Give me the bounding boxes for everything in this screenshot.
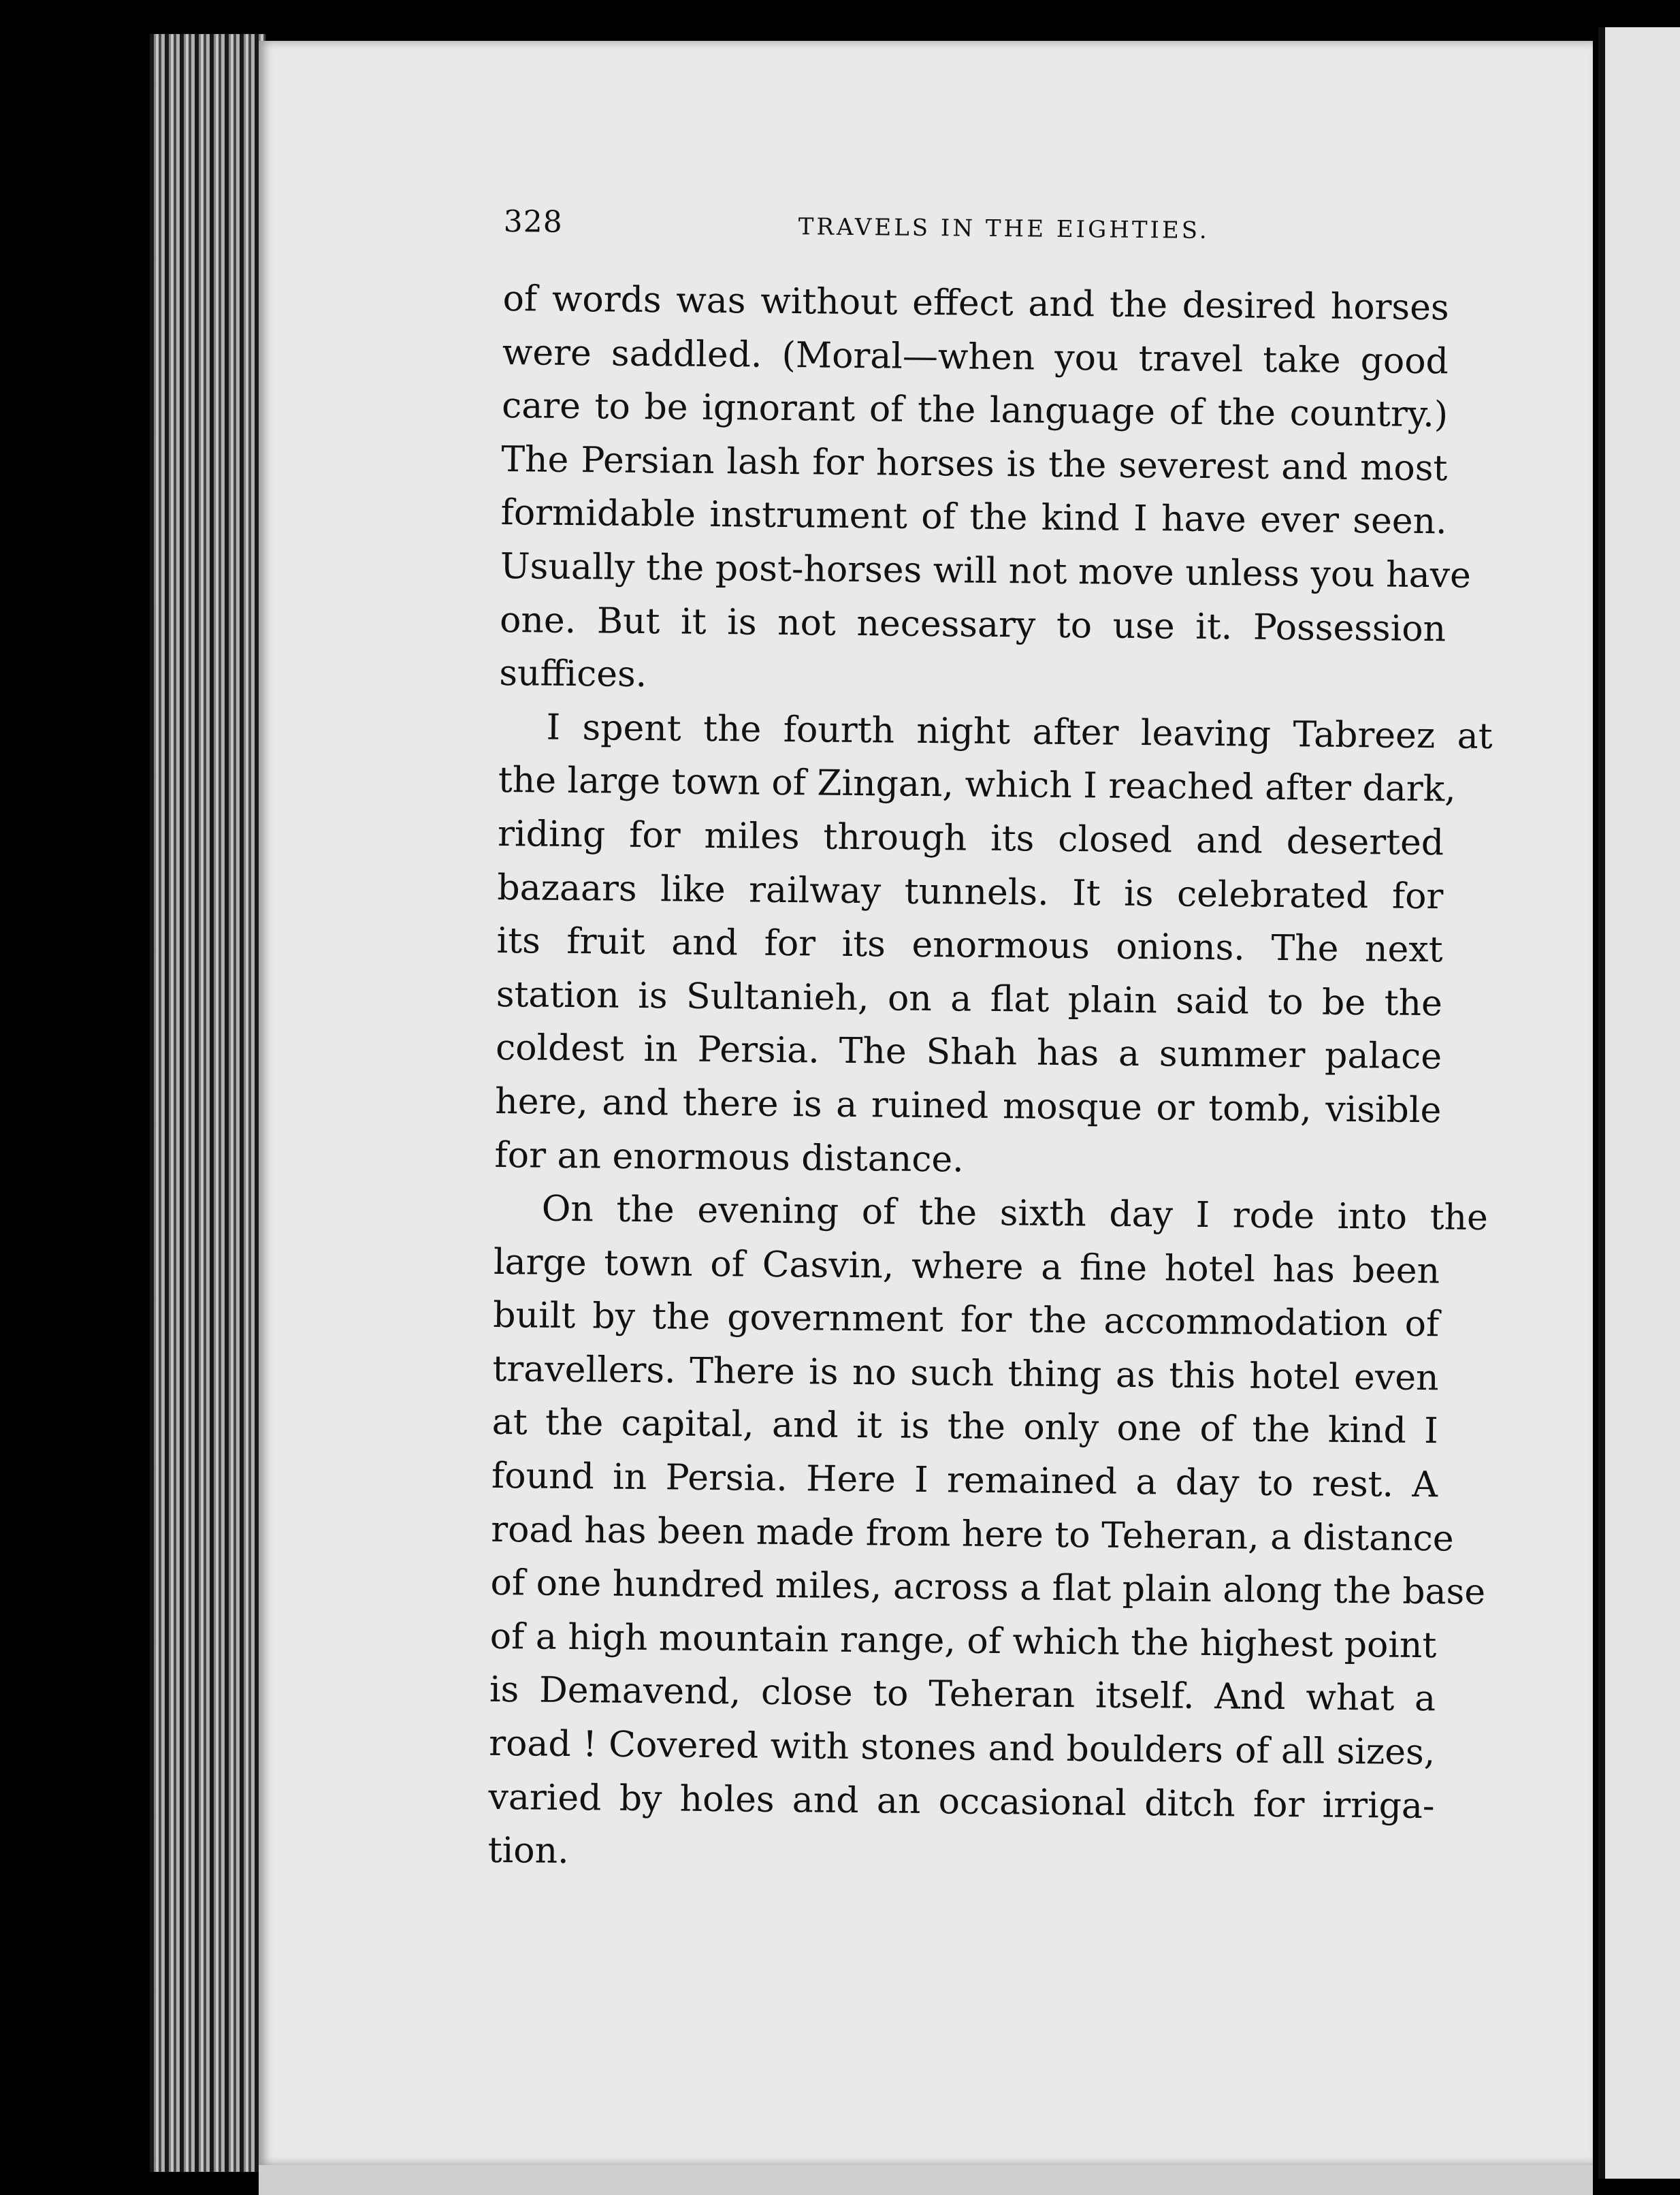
text-line: for an enormous distance. [494,1134,964,1181]
text-line: road has been made from here to Teheran, a distance [491,1509,1454,1560]
text-line: riding for miles through its closed and deserted [497,813,1444,864]
text-line: large town of Casvin, where a fine hotel has been [493,1241,1440,1292]
text-line: suffices. [499,653,647,696]
text-line: one. But it is not necessary to use it. Possession [499,599,1447,650]
page-bottom-edge [259,2165,1593,2195]
text-line: were saddled. (Moral—when you travel take good [502,332,1449,382]
book-page-edges [150,34,265,2172]
text-line: varied by holes and an occasional ditch for irriga- [488,1776,1435,1827]
running-title: TRAVELS IN THE EIGHTIES. [798,213,1210,244]
text-line: bazaars like railway tunnels. It is celebrated for [497,867,1444,917]
text-line: of words was without effect and the desired horses [502,278,1449,329]
text-line: coldest in Persia. The Shah has a summer palace [495,1027,1442,1078]
facing-page-edge [1598,27,1680,2179]
text-line: the large town of Zingan, which I reached after dark, [498,760,1456,810]
text-line: care to be ignorant of the language of the country.) [501,385,1449,436]
text-line: of a high mountain range, of which the highest point [489,1616,1437,1667]
body-text [487,272,1493,1887]
text-line: at the capital, and it is the only one of the kind I [491,1402,1439,1452]
text-line: Usually the post-horses will not move unless you have [500,545,1472,596]
text-line: road ! Covered with stones and boulders of all sizes, [489,1723,1436,1774]
text-line: tion. [487,1830,569,1872]
text-line: I spent the fourth night after leaving Tabreez at [546,707,1493,757]
text-line: The Persian lash for horses is the severest and most [501,438,1448,490]
text-line: of one hundred miles, across a flat plain along the base [490,1563,1486,1614]
text-line: found in Persia. Here I remained a day to rest. A [491,1455,1438,1506]
text-line: its fruit and for its enormous onions. The next [496,920,1443,971]
page-text-block [487,204,1493,1887]
text-line: travellers. There is no such thing as this hotel even [492,1348,1439,1399]
text-line: station is Sultanieh, on a flat plain said to be the [496,974,1443,1025]
text-line: built by the government for the accommodation of [493,1295,1440,1345]
text-line: here, and there is a ruined mosque or tomb, visible [495,1080,1442,1132]
text-line: On the evening of the sixth day I rode into the [541,1188,1489,1239]
running-head [503,204,1470,268]
text-line: is Demavend, close to Teheran itself. And what a [489,1669,1436,1720]
page-number: 328 [503,204,563,240]
text-line: formidable instrument of the kind I have ever seen. [500,492,1447,543]
